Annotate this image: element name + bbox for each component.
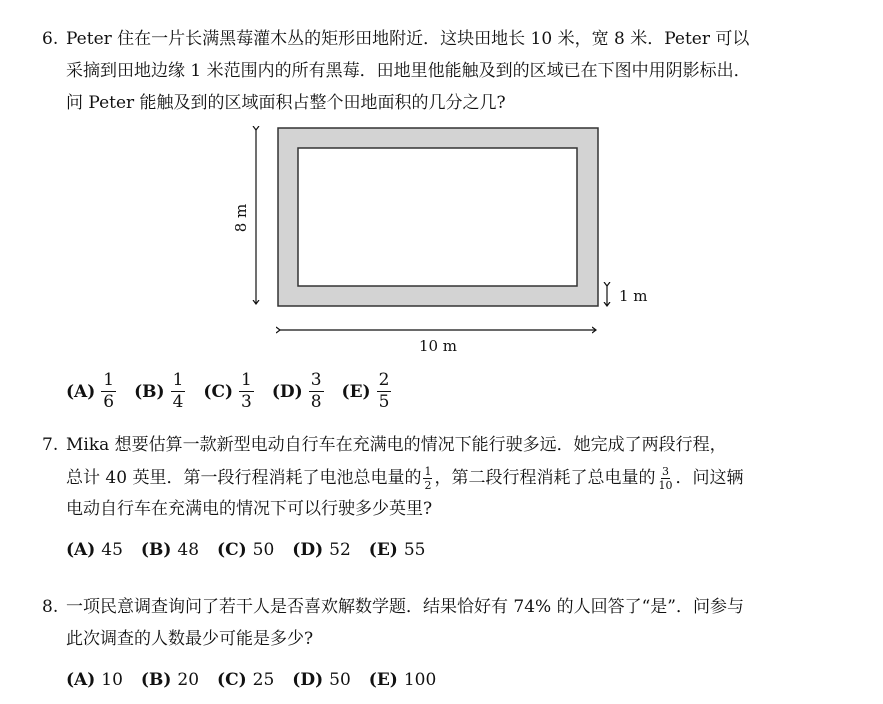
q7-line-1	[42, 434, 727, 456]
choice-label: (E)	[368, 670, 398, 690]
choice-label: (D)	[292, 540, 324, 560]
choice-label: (C)	[217, 670, 247, 690]
q8-choice-c[interactable]	[217, 670, 274, 690]
q7-text-1: Mika 想要估算一款新型电动自行车在充满电的情况下能行驶多远．她完成了两段行程，	[66, 435, 727, 455]
fraction-denominator: 8	[310, 392, 322, 412]
choice-value: 50	[329, 670, 351, 690]
fraction-numerator: 1	[103, 370, 115, 390]
q6-choice-e[interactable]	[342, 372, 392, 411]
fraction-numerator: 1	[172, 370, 184, 390]
q7-choice-b[interactable]	[141, 540, 199, 560]
choice-value: 25	[252, 670, 275, 690]
q7-text-2a: 总计 40 英里．第一段行程消耗了电池总电量的	[66, 468, 422, 488]
fraction	[239, 372, 254, 411]
q6-choices	[66, 372, 409, 411]
fraction-denominator: 6	[103, 392, 115, 412]
choice-label: (C)	[217, 540, 247, 560]
fraction	[657, 466, 673, 491]
choice-value: 20	[177, 670, 200, 690]
q6-line-2: 采摘到田地边缘 1 米范围内的所有黑莓．田地里他能触及到的区域已在下图中用阴影标出．	[66, 61, 751, 81]
fraction	[423, 466, 432, 491]
q8-number: 8.	[42, 597, 59, 617]
fraction-numerator: 1	[241, 370, 252, 390]
fraction-numerator: 1	[424, 465, 432, 478]
fraction-denominator: 10	[658, 479, 673, 492]
field-diagram	[230, 118, 670, 358]
choice-value: 55	[403, 540, 426, 560]
q8-choice-d[interactable]	[292, 670, 350, 690]
fraction-numerator: 3	[310, 370, 322, 390]
fraction	[171, 372, 186, 411]
choice-value: 52	[329, 540, 351, 560]
choice-label: (C)	[203, 381, 234, 402]
choice-label: (B)	[134, 381, 165, 402]
choice-value: 48	[177, 540, 200, 560]
choice-label: (E)	[341, 381, 371, 402]
q8-line-1	[42, 596, 744, 618]
q7-choices	[66, 540, 443, 560]
q7-line-3: 电动自行车在充满电的情况下可以行驶多少英里?	[66, 499, 433, 519]
q8-choice-a[interactable]	[66, 670, 123, 690]
q6-text-1: Peter 住在一片长满黑莓灌木丛的矩形田地附近．这块田地长 10 米，宽 8 米．Peter 可以	[66, 29, 750, 49]
choice-label: (D)	[271, 381, 303, 402]
q7-choice-c[interactable]	[217, 540, 274, 560]
q8-choice-b[interactable]	[141, 670, 199, 690]
choice-label: (A)	[66, 540, 96, 560]
q7-text-2b: ，第二段行程消耗了总电量的	[434, 468, 656, 488]
q6-choice-b[interactable]	[134, 372, 185, 411]
q7-choice-e[interactable]	[369, 540, 426, 560]
fraction-denominator: 4	[172, 392, 184, 412]
choice-value: 100	[403, 670, 437, 690]
choice-label: (B)	[140, 670, 172, 690]
choice-value: 10	[101, 670, 123, 690]
choice-value: 50	[252, 540, 275, 560]
q8-line-2: 此次调查的人数最少可能是多少?	[66, 629, 314, 649]
q6-choice-d[interactable]	[272, 372, 324, 411]
q7-text-2c: ．问这辆	[675, 468, 744, 488]
q8-text-1: 一项民意调查询问了若干人是否喜欢解数学题．结果恰好有 74% 的人回答了“是”．问参与	[66, 597, 744, 617]
fraction-numerator: 3	[661, 465, 669, 478]
q6-number: 6.	[42, 29, 59, 49]
choice-label: (B)	[140, 540, 172, 560]
q6-choice-c[interactable]	[203, 372, 253, 411]
q7-line-2	[66, 466, 743, 491]
fraction	[101, 372, 116, 411]
inner-field-region	[298, 148, 577, 286]
choice-label: (A)	[66, 670, 96, 690]
q6-choice-a[interactable]	[66, 372, 116, 411]
fraction-denominator: 2	[424, 479, 432, 492]
choice-label: (A)	[66, 381, 96, 402]
q7-choice-a[interactable]	[66, 540, 123, 560]
choice-value: 45	[101, 540, 123, 560]
border-width-label: 1 m	[619, 287, 648, 305]
height-label: 8 m	[232, 203, 250, 233]
q8-choice-e[interactable]	[369, 670, 437, 690]
fraction	[377, 372, 392, 411]
fraction	[309, 372, 324, 411]
q8-choices	[66, 670, 454, 690]
q7-choice-d[interactable]	[292, 540, 350, 560]
q7-number: 7.	[42, 435, 59, 455]
width-label: 10 m	[418, 337, 458, 355]
fraction-denominator: 5	[378, 392, 390, 412]
choice-label: (E)	[368, 540, 398, 560]
fraction-numerator: 2	[378, 370, 390, 390]
choice-label: (D)	[292, 670, 324, 690]
q6-line-1	[42, 28, 749, 50]
fraction-denominator: 3	[241, 392, 252, 412]
q6-line-3: 问 Peter 能触及到的区域面积占整个田地面积的几分之几?	[66, 93, 506, 113]
